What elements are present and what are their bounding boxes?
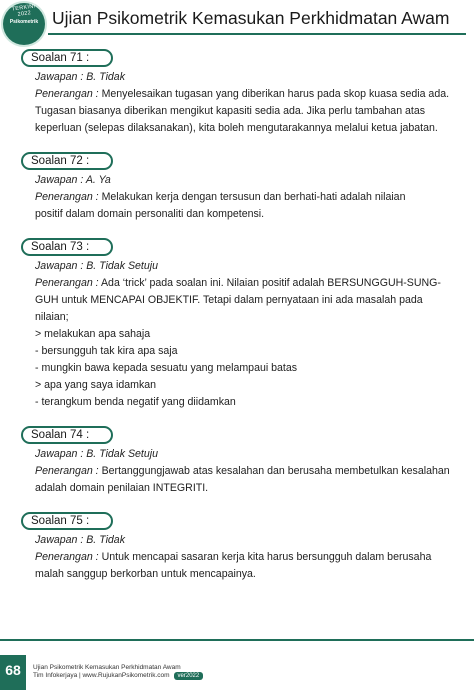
explanation-line: keperluan (selepas dilaksanakan), kita boleh mengutarakannya melalui ketua jabatan. [35, 122, 438, 134]
answer-text: Jawapan : B. Tidak Setuju [35, 260, 158, 272]
logo-arc-text: TERKINI 2022 [11, 3, 36, 18]
explanation-line: Menyelesaikan tugasan yang diberikan harus pada skop kuasa sedia ada. [101, 88, 450, 100]
question-block [21, 48, 451, 137]
explanation-line: Melakukan kerja dengan tersusun dan berhati-hati adalah nilaian [101, 191, 406, 203]
explanation-line: nilaian; [35, 311, 69, 323]
question-block [21, 511, 451, 583]
explanation-label: Penerangan : [35, 465, 99, 477]
page-title: Ujian Psikometrik Kemasukan Perkhidmatan Awam [52, 8, 450, 28]
explanation-label: Penerangan : [35, 191, 99, 203]
explanation-line: positif dalam domain personaliti dan kompetensi. [35, 208, 265, 220]
explanation-line: - bersungguh tak kira apa saja [35, 345, 178, 357]
psikometrik-logo [3, 3, 45, 45]
footer-line-2: Tim Infokerjaya | www.RujukanPsikometrik.com [33, 672, 170, 679]
version-badge: ver2022 [174, 672, 204, 680]
question-label: Soalan 73 : [21, 238, 113, 256]
explanation-line: Tugasan biasanya diberikan mengikut kapasiti sedia ada. Jika perlu tambahan atas [35, 105, 426, 117]
explanation-label: Penerangan : [35, 551, 99, 563]
question-list [21, 48, 451, 597]
question-block [21, 237, 451, 411]
question-label: Soalan 71 : [21, 49, 113, 67]
explanation [35, 189, 451, 223]
explanation-line: Bertanggungjawab atas kesalahan dan berusaha membetulkan kesalahan [101, 465, 450, 477]
question-label: Soalan 75 : [21, 512, 113, 530]
logo-text: Psikometrik [9, 19, 39, 25]
footer-line-1: Ujian Psikometrik Kemasukan Perkhidmatan Awam [33, 664, 181, 671]
explanation-line: > melakukan apa sahaja [35, 328, 151, 340]
answer-text: Jawapan : B. Tidak Setuju [35, 448, 158, 460]
header-divider [48, 33, 466, 35]
question-label: Soalan 74 : [21, 426, 113, 444]
page-header [0, 0, 474, 46]
explanation-line: - terangkum benda negatif yang diidamkan [35, 396, 236, 408]
explanation-line: > apa yang saya idamkan [35, 379, 157, 391]
explanation-line: GUH untuk MENCAPAI OBJEKTIF. Tetapi dalam pernyataan ini ada masalah pada [35, 294, 423, 306]
question-block [21, 151, 451, 223]
answer-text: Jawapan : B. Tidak [35, 534, 126, 546]
footer-divider [0, 639, 474, 641]
page-number: 68 [0, 655, 26, 690]
explanation [35, 86, 451, 137]
explanation-label: Penerangan : [35, 277, 99, 289]
explanation-line: Ada ‘trick’ pada soalan ini. Nilaian positif adalah BERSUNGGUH-SUNG- [100, 277, 441, 289]
explanation [35, 275, 451, 411]
explanation-label: Penerangan : [35, 88, 99, 100]
explanation-line: Untuk mencapai sasaran kerja kita harus bersungguh dalam berusaha [101, 551, 432, 563]
explanation-line: adalah domain penilaian INTEGRITI. [35, 482, 209, 494]
explanation-line: - mungkin bawa kepada sesuatu yang melampaui batas [35, 362, 298, 374]
explanation-line: malah sanggup berkorban untuk mencapainya. [35, 568, 256, 580]
footer-credits [33, 664, 203, 680]
question-label: Soalan 72 : [21, 152, 113, 170]
answer-text: Jawapan : A. Ya [35, 174, 111, 186]
explanation [35, 463, 451, 497]
question-block [21, 425, 451, 497]
explanation [35, 549, 451, 583]
answer-text: Jawapan : B. Tidak [35, 71, 126, 83]
